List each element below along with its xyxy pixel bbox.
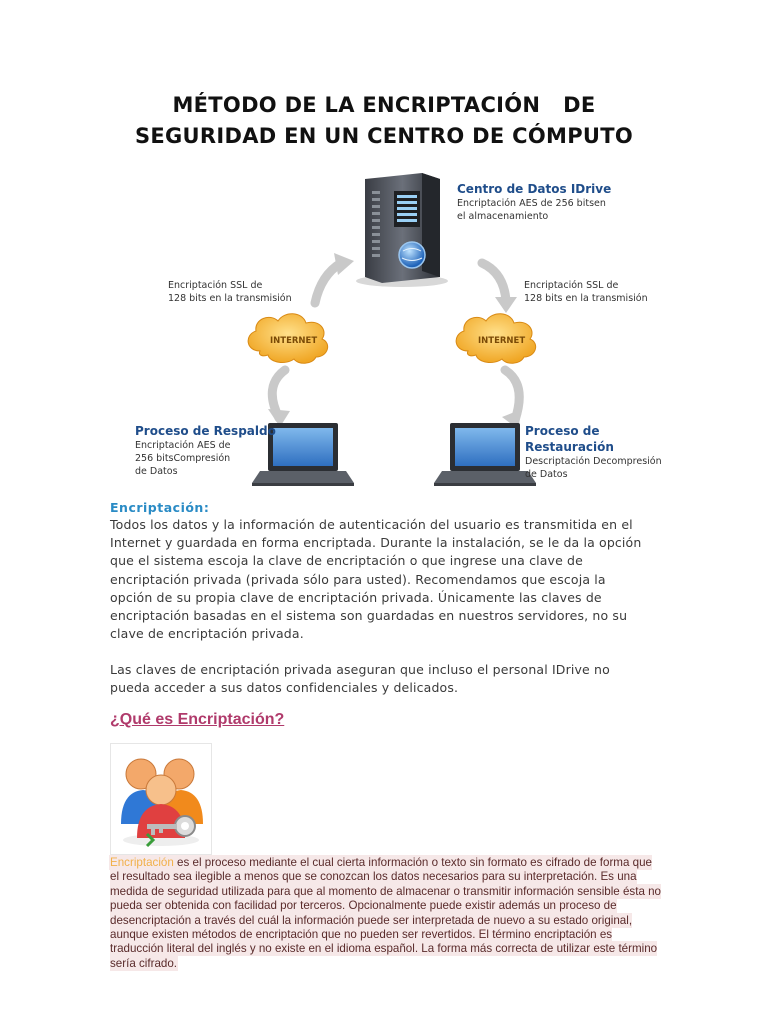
ssl-right-label [524,279,648,305]
backup-label [135,423,276,478]
datacenter-line-1: Encriptación AES de 256 bitsen [457,198,606,209]
ssl-left-label [168,279,292,305]
paragraph-1: Todos los datos y la información de autenticación del usuario es transmitida en el Internet y guardada en forma encriptada. Durante la instalación, se le da la opción que el sistema escoja la clave de encriptación o que ingrese una clave de encriptación privada (privada sólo para usted). Recomendamos que escoja la opción de su propia clave de encriptación privada. Únicamente las claves de encriptación basadas en el sistema son guardadas en nuestros servidores, no su clave de encriptación privada. [110,517,642,642]
people-key-image [110,743,212,855]
restore-line-1: Descriptación Decompresión [525,456,662,467]
datacenter-heading: Centro de Datos IDrive [457,182,612,196]
ssl-right-line-1: Encriptación SSL de [524,280,619,291]
restore-line-2: de Datos [525,469,568,480]
laptop-icon-right [434,423,536,486]
ssl-left-line-1: Encriptación SSL de [168,280,263,291]
backup-heading: Proceso de Respaldo [135,424,276,438]
datacenter-label [457,181,611,223]
paragraph-2: Las claves de encriptación privada aseguran que incluso el personal IDrive no pueda acceder a sus datos confidenciales y delicados. [110,662,610,696]
cloud-left-label: INTERNET [270,336,318,346]
backup-line-3: de Datos [135,466,178,477]
backup-line-2: 256 bitsCompresión [135,453,231,464]
definition-text: es el proceso mediante el cual cierta información o texto sin formato es cifrado de forma que el resultado sea ilegible a menos que se conozcan los datos necesarios para su interpretación. Es una medida de seguridad utilizada para que al momento de almacenar o transmitir información sensible ésta no pueda ser obtenida con facilidad por terceros. Opcionalmente puede existir además un proceso de desencriptación a través del cuál la información puede ser interpretada de nuevo a su estado original, aunque existen métodos de encriptación que no pueden ser revertidos. El término encriptación es traducción literal del inglés y no existe en el idioma español. La forma más correcta de utilizar este término sería cifrado. [110,856,662,970]
page-title-line-1: MÉTODO DE LA ENCRIPTACIÓN DE [172,93,596,117]
definition-keyword: Encriptación [110,856,174,869]
datacenter-line-2: el almacenamiento [457,211,549,222]
cloud-right-label: INTERNET [478,336,526,346]
restore-label [525,423,680,481]
ssl-right-line-2: 128 bits en la transmisión [524,293,648,304]
users-key-icon [111,744,211,854]
restore-heading: Proceso de Restauración [525,424,614,454]
encryption-diagram [120,165,680,500]
ssl-left-line-2: 128 bits en la transmisión [168,293,292,304]
page-title [0,90,768,152]
what-is-encryption-link[interactable]: ¿Qué es Encriptación? [110,711,285,728]
page-title-line-2: SEGURIDAD EN UN CENTRO DE CÓMPUTO [134,124,634,148]
definition-paragraph [110,856,662,971]
section-heading: Encriptación: [110,500,210,515]
backup-line-1: Encriptación AES de [135,440,231,451]
server-icon [356,173,448,287]
